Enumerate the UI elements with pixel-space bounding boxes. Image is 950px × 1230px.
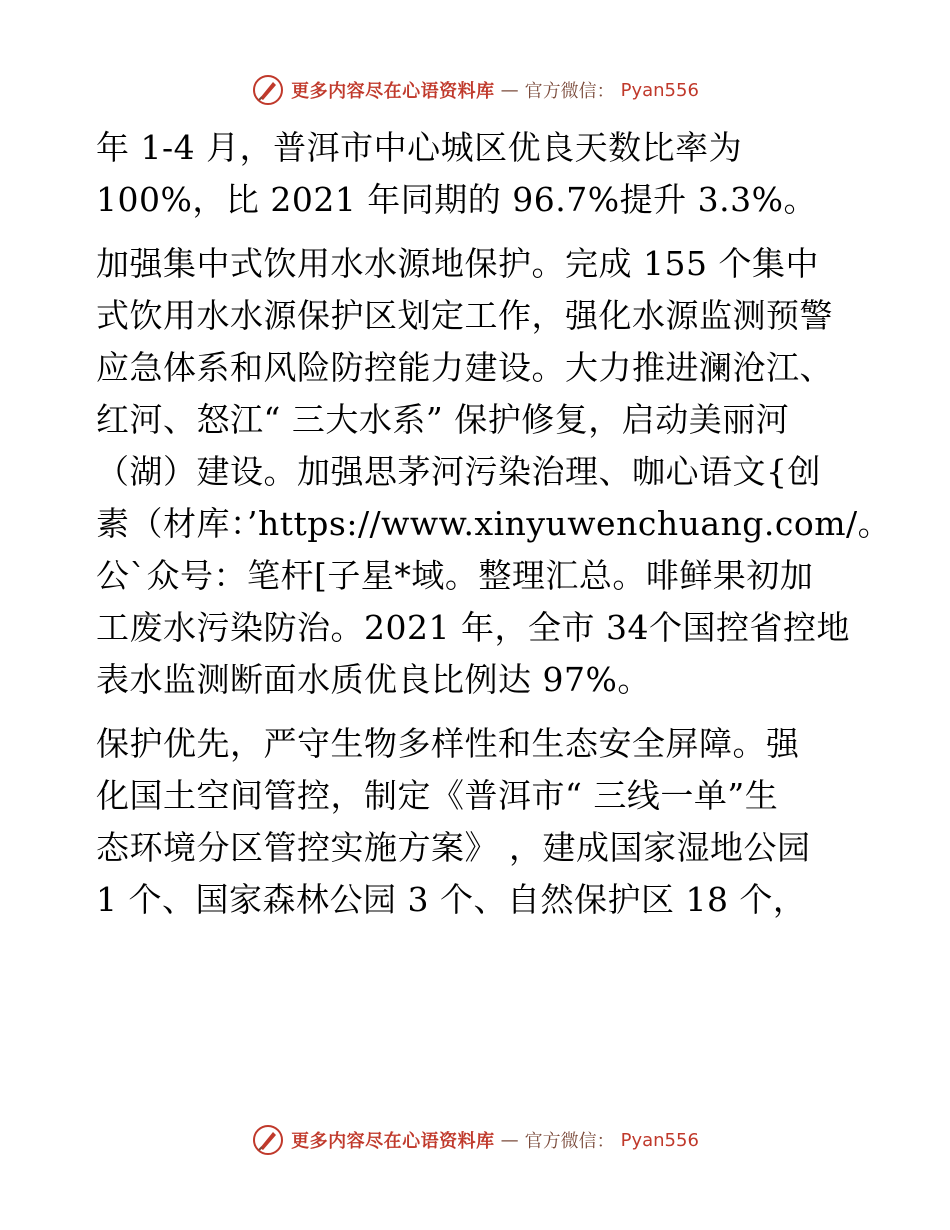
text-line: 化国土空间管控，制定《普洱市“ 三线一单”生 [96, 776, 779, 815]
text-line: （湖）建设。加强思茅河污染治理、咖心语文{创 [96, 452, 821, 491]
banner-wechat-label: 官方微信： [524, 1131, 615, 1152]
text-line: 工废水污染防治。2021 年，全市 34个国控省控地 [96, 608, 850, 647]
banner-wechat-id: Pyan556 [620, 79, 699, 101]
paragraph-1 [96, 122, 866, 226]
banner-wechat-label: 官方微信： [524, 81, 615, 102]
document-body [96, 122, 892, 938]
banner-title: 更多内容尽在心语资料库 [291, 1131, 495, 1152]
text-line: 素（材库：’https://www.xinyuwenchuang.com/。 [96, 504, 892, 543]
text-line: 100%，比 2021 年同期的 96.7%提升 3.3%。 [96, 180, 817, 219]
text-line: 年 1-4 月，普洱市中心城区优良天数比率为 [96, 128, 743, 167]
text-line: 红河、怒江“ 三大水系” 保护修复，启动美丽河 [96, 400, 790, 439]
paragraph-3 [96, 718, 866, 926]
paragraph-2 [96, 238, 892, 706]
text-line: 公`众号：笔杆[子星*域。整理汇总。啡鲜果初加 [96, 556, 814, 595]
header-banner [0, 70, 950, 110]
text-line: 加强集中式饮用水水源地保护。完成 155 个集中 [96, 244, 819, 283]
banner-wechat-id: Pyan556 [620, 1129, 699, 1151]
footer-banner [0, 1120, 950, 1160]
banner-dash: — [500, 1129, 519, 1151]
banner-title: 更多内容尽在心语资料库 [291, 81, 495, 102]
text-line: 态环境分区管控实施方案》 ，建成国家湿地公园 [96, 828, 811, 867]
text-line: 1 个、国家森林公园 3 个、自然保护区 18 个， [96, 880, 807, 919]
text-line: 应急体系和风险防控能力建设。大力推进澜沧江、 [96, 348, 833, 387]
text-line: 保护优先，严守生物多样性和生态安全屏障。强 [96, 724, 800, 763]
text-line: 式饮用水水源保护区划定工作，强化水源监测预警 [96, 296, 833, 335]
quill-pen-logo-icon [251, 73, 285, 107]
text-line: 表水监测断面水质优良比例达 97%。 [96, 660, 651, 699]
banner-dash: — [500, 79, 519, 101]
quill-pen-logo-icon [251, 1123, 285, 1157]
